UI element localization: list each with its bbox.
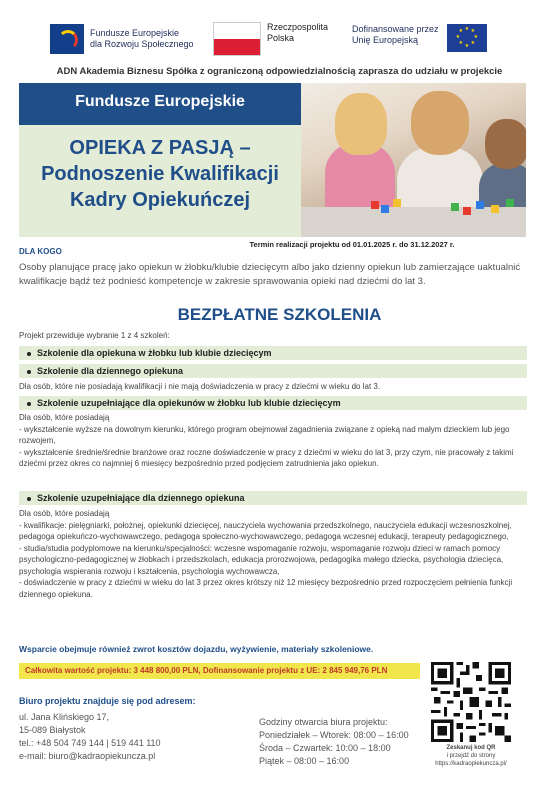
training-item-1 (19, 346, 527, 360)
rp-logo-text: Rzeczpospolita Polska (267, 22, 329, 43)
project-title (19, 135, 301, 213)
qr-code-icon[interactable] (431, 662, 511, 742)
banner-title: Fundusze Europejskie (75, 93, 245, 110)
hours-wed-thu: Środa – Czwartek: 10:00 – 18:00 (259, 743, 391, 753)
training-desc-3: Dla osób, które posiadają - wykształcenie wyższe na dowolnym kierunku, którego program obejmował zagadnienia związane z opieką nad małym dzieckiem lub jego rozwojem, - wykształcenie średnie/średnie branżowe oraz roczne doświadczenie w pracy z dziećmi w wieku do lat 3, przy czym, nie pracowały z takimi dziećmi przez okres co najmniej 6 miesięcy bezpośrednio przed podjęciem zatrudnienia jako opiekun. (19, 413, 514, 468)
ue-logo-text: Dofinansowane przez Unię Europejską (352, 24, 439, 45)
title-line-2: Podnoszenie Kwalifikacji (41, 163, 279, 185)
fe-emblem-icon (50, 24, 84, 54)
organizer-line: ADN Akademia Biznesu Spółka z ograniczoną odpowiedzialnością zaprasza do udziału w projekcie (56, 66, 503, 77)
qr-caption-2: i przejdź do strony (446, 753, 496, 759)
training-item-4 (19, 491, 527, 505)
fe-logo (50, 24, 194, 54)
rp-logo (213, 22, 328, 56)
project-cost: Całkowita wartość projektu: 3 448 800,00 PLN, Dofinansowanie projektu z UE: 2 845 949,76 PLN (19, 663, 420, 679)
qr-caption-3[interactable]: https://kadraopiekuncza.pl/ (435, 761, 507, 767)
training-label: Szkolenie dla opiekuna w żłobku lub klubie dziecięcym (37, 348, 272, 358)
polish-flag-icon (213, 22, 261, 56)
training-label: Szkolenie uzupełniające dla opiekunów w żłobku lub klubie dziecięcym (37, 398, 341, 408)
office-address (19, 711, 161, 763)
trainings-intro: Projekt przewiduje wybranie 1 z 4 szkoleń: (19, 331, 170, 340)
training-desc-4: Dla osób, które posiadają - kwalifikacje: pielęgniarki, położnej, opiekunki dziecięcej, nauczyciela wychowania przedszkolnego, nauczyciela edukacji wczesnoszkolnej, pedagoga opiekuńczo-wychowawczego, pedagoga społeczno-wychowawczego, pedagoga wczesnej edukacji, terapeuty pedagogicznego, - studia/studia podyplomowe na kierunku/specjalności: wczesne wspomaganie rozwoju, wspomaganie rozwoju dzieci w ramach pomocy psychologiczno-pedagogicznej w żłobkach i przedszkolach, edukacja prorozwojowa, pedagogika małego dziecka, psychologia dziecięca, psychologia wspierania rozwoju i kształcenia, psychologia wychowawcza, - doświadczenie w pracy z dziećmi w wieku do lat 3 przez okres krótszy niż 12 miesięcy bezpośrednio przed rozpoczęciem pełnienia funkcji dziennego opiekuna. (19, 509, 513, 599)
target-label: DLA KOGO (19, 247, 62, 256)
training-label: Szkolenie uzupełniające dla dziennego opiekuna (37, 493, 245, 503)
office-hours (259, 716, 409, 768)
hours-heading: Godziny otwarcia biura projektu: (259, 717, 388, 727)
office-city: 15-089 Białystok (19, 725, 86, 735)
office-street: ul. Jana Klińskiego 17, (19, 712, 110, 722)
bullet-icon (27, 352, 31, 356)
hours-mon-tue: Poniedziałek – Wtorek: 08:00 – 16:00 (259, 730, 409, 740)
office-email[interactable]: e-mail: biuro@kadraopiekuncza.pl (19, 751, 156, 761)
target-description: Osoby planujące pracę jako opiekun w żłobku/klubie dziecięcym albo jako dzienny opiekun lub zamierzające uaktualnić kwalifikacje bądź też podnieść kompetencje w zakresie sprawowania opieki nad dziećmi do lat 3. (19, 262, 521, 287)
bullet-icon (27, 402, 31, 406)
ue-logo (352, 24, 487, 52)
qr-caption (415, 744, 527, 768)
project-dates: Termin realizacji projektu od 01.01.2025 r. do 31.12.2027 r. (249, 240, 455, 249)
banner (19, 83, 301, 125)
fe-logo-text: Fundusze Europejskie dla Rozwoju Społecznego (90, 28, 194, 49)
logo-strip (50, 22, 510, 64)
training-item-2 (19, 364, 527, 378)
bullet-icon (27, 497, 31, 501)
bullet-icon (27, 370, 31, 374)
qr-caption-1: Zeskanuj kod QR (446, 745, 496, 751)
office-heading: Biuro projektu znajduje się pod adresem: (19, 696, 196, 706)
eu-flag-icon: ★ ★ ★ ★ ★ ★ ★ ★ (447, 24, 487, 52)
hero (19, 83, 526, 237)
training-label: Szkolenie dla dziennego opiekuna (37, 366, 184, 376)
hero-photo (301, 83, 526, 237)
title-line-1: OPIEKA Z PASJĄ – (69, 137, 251, 159)
training-desc-2: Dla osób, które nie posiadają kwalifikacji i nie mają doświadczenia w pracy z dziećmi w wieku do lat 3. (19, 382, 381, 391)
title-line-3: Kadry Opiekuńczej (69, 189, 251, 211)
trainings-heading: BEZPŁATNE SZKOLENIA (177, 305, 382, 324)
support-note: Wsparcie obejmuje również zwrot kosztów dojazdu, wyżywienie, materiały szkoleniowe. (19, 644, 374, 654)
training-item-3 (19, 396, 527, 410)
hours-fri: Piątek – 08:00 – 16:00 (259, 756, 350, 766)
office-phone[interactable]: tel.: +48 504 749 144 | 519 441 110 (19, 738, 161, 748)
